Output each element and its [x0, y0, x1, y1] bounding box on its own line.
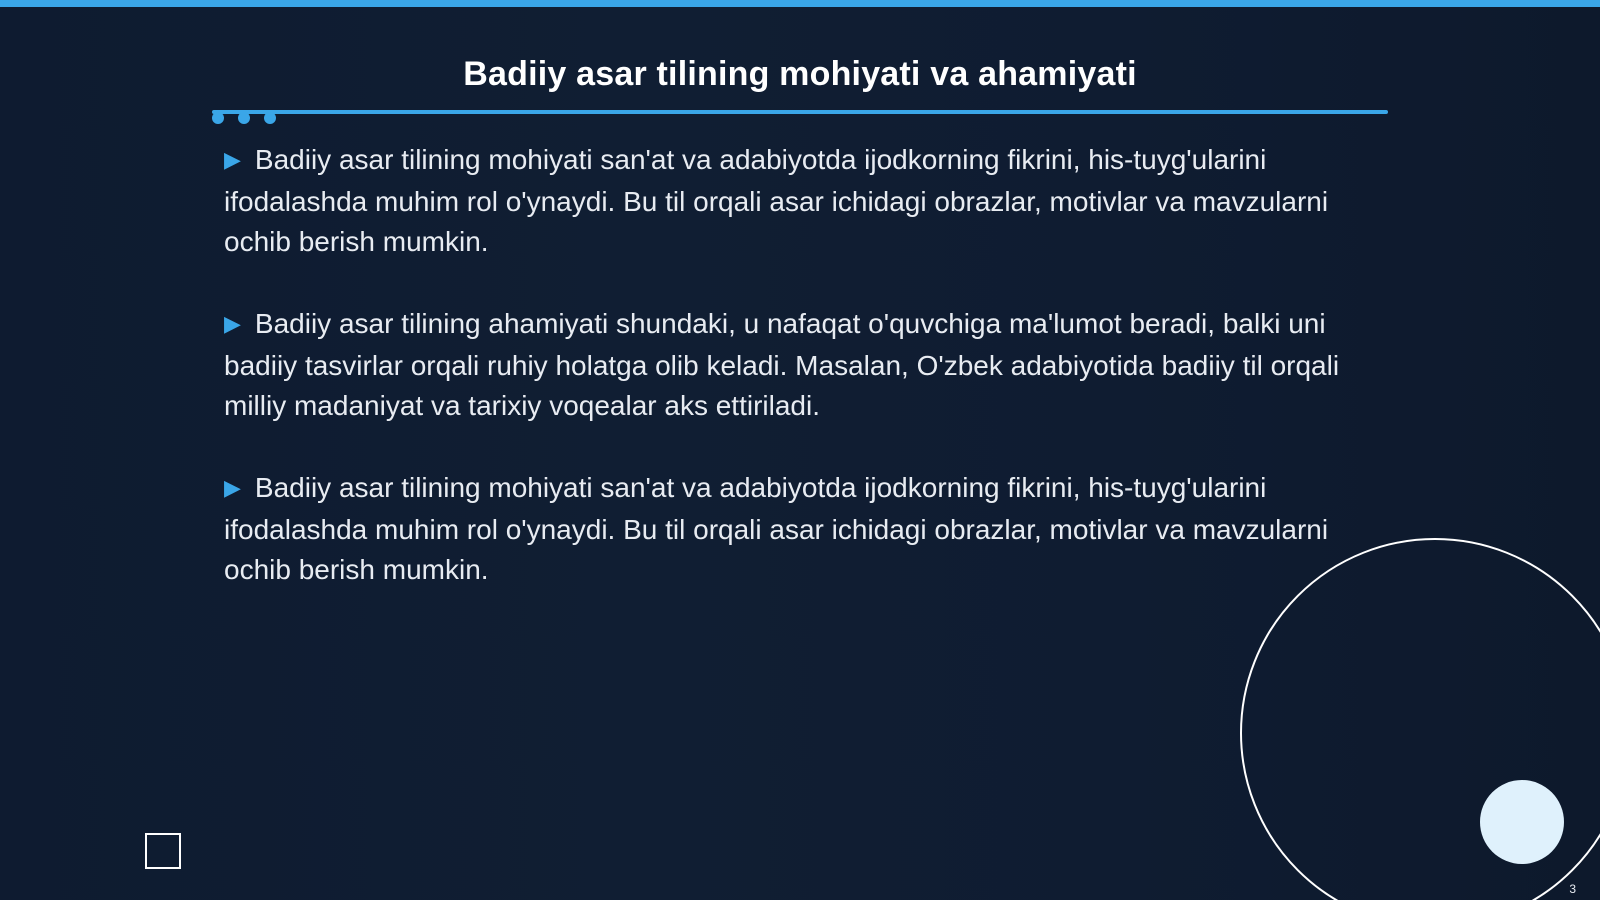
decorative-dot: [264, 112, 276, 124]
bullet-item: [224, 468, 1374, 590]
bullet-text: Badiiy asar tilining mohiyati san'at va adabiyotda ijodkorning fikrini, his-tuyg'ularini ifodalashda muhim rol o'ynaydi. Bu til orqali asar ichidagi obrazlar, motivlar va mavzularni ochib berish mumkin.: [224, 472, 1329, 585]
bullet-text: Badiiy asar tilining ahamiyati shundaki, u nafaqat o'quvchiga ma'lumot beradi, balki uni badiiy tasvirlar orqali ruhiy holatga olib keladi. Masalan, O'zbek adabiyotida badiiy til orqali milliy madaniyat va tarixiy voqealar aks ettiriladi.: [224, 308, 1340, 421]
bullet-arrow-icon: ▶: [224, 147, 241, 172]
title-underline: [212, 110, 1388, 114]
decorative-circle-filled: [1480, 780, 1564, 864]
bullet-text: Badiiy asar tilining mohiyati san'at va adabiyotda ijodkorning fikrini, his-tuyg'ularini ifodalashda muhim rol o'ynaydi. Bu til orqali asar ichidagi obrazlar, motivlar va mavzularni ochib berish mumkin.: [224, 144, 1329, 257]
top-accent-bar: [0, 0, 1600, 7]
bullet-list: [224, 140, 1374, 632]
slide-title: Badiiy asar tilining mohiyati va ahamiyati: [463, 55, 1137, 93]
decorative-dot: [212, 112, 224, 124]
bullet-arrow-icon: ▶: [224, 475, 241, 500]
bullet-item: [224, 140, 1374, 262]
bullet-item: [224, 304, 1374, 426]
page-number: 3: [1569, 882, 1576, 896]
decorative-square: [145, 833, 181, 869]
decorative-dot: [238, 112, 250, 124]
bullet-arrow-icon: ▶: [224, 311, 241, 336]
